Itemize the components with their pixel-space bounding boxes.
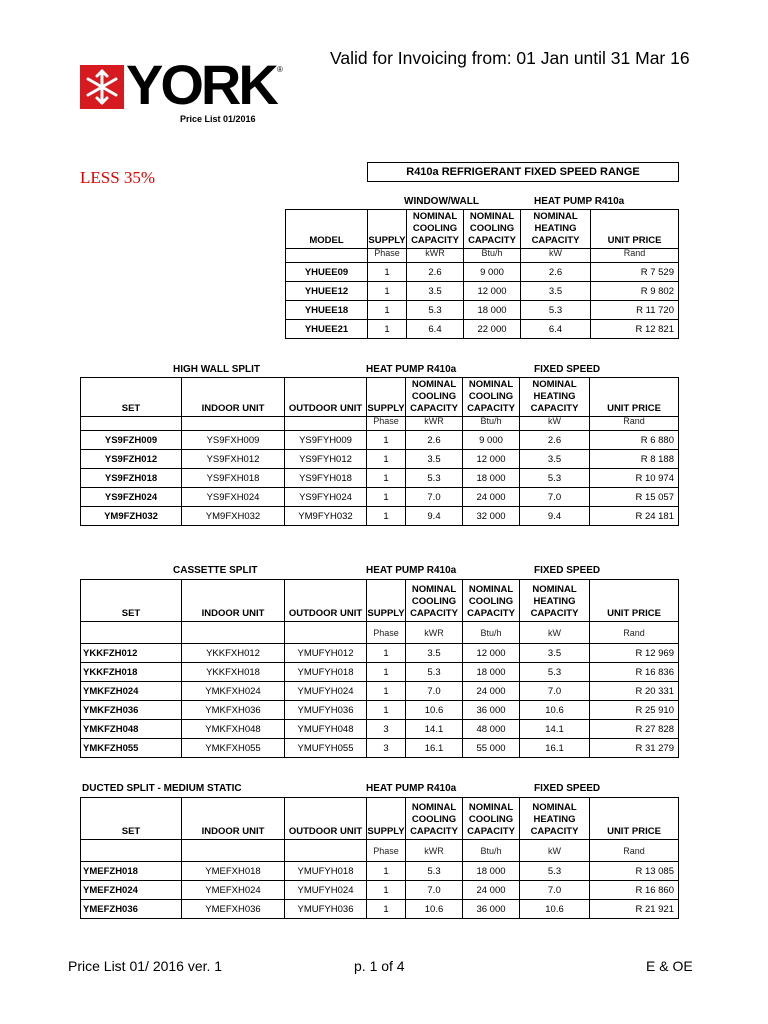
cell-supply: 1 — [368, 301, 407, 320]
high-wall-type: HEAT PUMP R410a — [366, 364, 457, 375]
cell-indoor: YMKFXH048 — [182, 720, 285, 739]
unit-phase: Phase — [368, 249, 407, 263]
cell-outdoor: YMUFYH012 — [285, 644, 367, 663]
cell-kw: 2.6 — [520, 431, 590, 450]
cell-supply: 1 — [367, 469, 406, 488]
table-row — [81, 739, 679, 758]
col-price: UNIT PRICE — [590, 378, 679, 417]
cell-set: YS9FZH024 — [81, 488, 182, 507]
cell-supply: 1 — [367, 682, 406, 701]
unit-kwr: kWR — [407, 249, 464, 263]
cell-btu: 24 000 — [463, 488, 520, 507]
cell-set: YS9FZH009 — [81, 431, 182, 450]
unit-rand: Rand — [591, 249, 679, 263]
cell-indoor: YMKFXH036 — [182, 701, 285, 720]
cell-btu: 18 000 — [463, 663, 520, 682]
cell-kwr: 16.1 — [406, 739, 463, 758]
col-outdoor: OUTDOOR UNIT — [285, 580, 367, 622]
cell-price: R 25 910 — [590, 701, 679, 720]
col-supply: SUPPLY — [368, 210, 407, 249]
table-row — [286, 263, 679, 282]
cell-kw: 3.5 — [521, 282, 591, 301]
cell-price: R 11 720 — [591, 301, 679, 320]
high-wall-speed: FIXED SPEED — [534, 364, 601, 375]
cell-price: R 20 331 — [590, 682, 679, 701]
cell-kwr: 10.6 — [406, 900, 463, 919]
snowflake-icon — [80, 65, 124, 109]
unit-btu: Btu/h — [463, 622, 520, 644]
cell-set: YKKFZH018 — [81, 663, 182, 682]
cell-price: R 10 974 — [590, 469, 679, 488]
cell-indoor: YKKFXH018 — [182, 663, 285, 682]
unit-btu: Btu/h — [463, 417, 520, 431]
unit-rand: Rand — [590, 840, 679, 862]
cell-kw: 14.1 — [520, 720, 590, 739]
cell-kwr: 3.5 — [407, 282, 464, 301]
col-heating: NOMINAL HEATING CAPACITY — [521, 210, 591, 249]
ducted-table — [80, 797, 679, 919]
window-wall-title: WINDOW/WALL — [404, 196, 479, 207]
footer-version: Price List 01/ 2016 ver. 1 — [68, 958, 223, 974]
cell-btu: 18 000 — [464, 301, 521, 320]
col-heating: NOMINAL HEATING CAPACITY — [520, 580, 590, 622]
window-wall-table — [285, 209, 679, 339]
cell-kwr: 7.0 — [406, 488, 463, 507]
cell-indoor: YMKFXH055 — [182, 739, 285, 758]
col-indoor: INDOOR UNIT — [182, 798, 285, 840]
col-cooling-kwr: NOMINAL COOLING CAPACITY — [407, 210, 464, 249]
cell-supply: 3 — [367, 739, 406, 758]
cell-supply: 1 — [368, 282, 407, 301]
unit-phase: Phase — [367, 622, 406, 644]
cell-price: R 16 860 — [590, 881, 679, 900]
logo-wordmark: YORK — [126, 53, 276, 116]
cell-outdoor: YMUFYH018 — [285, 663, 367, 682]
cell-btu: 18 000 — [463, 469, 520, 488]
cell-indoor: YS9FXH024 — [182, 488, 285, 507]
york-logo — [80, 53, 290, 116]
unit-rand: Rand — [590, 622, 679, 644]
cell-kwr: 3.5 — [406, 644, 463, 663]
cell-outdoor: YMUFYH048 — [285, 720, 367, 739]
cell-kwr: 14.1 — [406, 720, 463, 739]
col-price: UNIT PRICE — [590, 580, 679, 622]
cell-kw: 5.3 — [520, 862, 590, 881]
cell-indoor: YMEFXH018 — [182, 862, 285, 881]
col-indoor: INDOOR UNIT — [182, 378, 285, 417]
cell-kwr: 5.3 — [406, 469, 463, 488]
cell-model: YHUEE12 — [286, 282, 368, 301]
cell-supply: 1 — [367, 431, 406, 450]
unit-btu: Btu/h — [464, 249, 521, 263]
col-outdoor: OUTDOOR UNIT — [285, 378, 367, 417]
cassette-title: CASSETTE SPLIT — [173, 565, 258, 576]
cell-outdoor: YS9FYH012 — [285, 450, 367, 469]
table-row — [81, 644, 679, 663]
cell-outdoor: YS9FYH009 — [285, 431, 367, 450]
cell-btu: 18 000 — [463, 862, 520, 881]
table-row — [81, 701, 679, 720]
col-heating: NOMINAL HEATING CAPACITY — [520, 378, 590, 417]
table-row — [286, 320, 679, 339]
col-heating: NOMINAL HEATING CAPACITY — [520, 798, 590, 840]
cell-kw: 7.0 — [520, 488, 590, 507]
col-set: SET — [81, 580, 182, 622]
cell-kw: 7.0 — [520, 682, 590, 701]
cell-set: YMEFZH036 — [81, 900, 182, 919]
col-price: UNIT PRICE — [590, 798, 679, 840]
col-supply: SUPPLY — [367, 580, 406, 622]
cell-supply: 1 — [368, 263, 407, 282]
cell-outdoor: YS9FYH018 — [285, 469, 367, 488]
cell-indoor: YS9FXH012 — [182, 450, 285, 469]
cell-btu: 9 000 — [463, 431, 520, 450]
table-row — [81, 488, 679, 507]
high-wall-title: HIGH WALL SPLIT — [173, 364, 261, 375]
cell-btu: 24 000 — [463, 682, 520, 701]
cell-supply: 1 — [367, 900, 406, 919]
cell-btu: 36 000 — [463, 900, 520, 919]
cell-kw: 10.6 — [520, 701, 590, 720]
cell-price: R 12 821 — [591, 320, 679, 339]
cell-price: R 12 969 — [590, 644, 679, 663]
cell-indoor: YS9FXH018 — [182, 469, 285, 488]
cell-kwr: 5.3 — [406, 663, 463, 682]
col-outdoor: OUTDOOR UNIT — [285, 798, 367, 840]
unit-kwr: kWR — [406, 622, 463, 644]
unit-kw: kW — [521, 249, 591, 263]
table-row — [81, 469, 679, 488]
cell-btu: 22 000 — [464, 320, 521, 339]
cell-outdoor: YMUFYH036 — [285, 900, 367, 919]
table-row — [81, 682, 679, 701]
unit-kw: kW — [520, 417, 590, 431]
table-row — [81, 431, 679, 450]
cell-set: YMEFZH024 — [81, 881, 182, 900]
col-model: MODEL — [286, 210, 368, 249]
cell-kw: 3.5 — [520, 644, 590, 663]
cell-supply: 1 — [367, 701, 406, 720]
cell-btu: 12 000 — [464, 282, 521, 301]
price-list-label: Price List 01/2016 — [180, 114, 256, 124]
cassette-speed: FIXED SPEED — [534, 565, 601, 576]
cell-price: R 27 828 — [590, 720, 679, 739]
cell-outdoor: YM9FYH032 — [285, 507, 367, 526]
unit-rand: Rand — [590, 417, 679, 431]
cell-kwr: 2.6 — [406, 431, 463, 450]
col-indoor: INDOOR UNIT — [182, 580, 285, 622]
cell-outdoor: YMUFYH055 — [285, 739, 367, 758]
high-wall-table — [80, 377, 679, 526]
cell-set: YMKFZH048 — [81, 720, 182, 739]
cell-supply: 1 — [367, 507, 406, 526]
cell-supply: 1 — [367, 663, 406, 682]
cell-supply: 1 — [367, 450, 406, 469]
cell-supply: 1 — [367, 862, 406, 881]
cell-set: YM9FZH032 — [81, 507, 182, 526]
cassette-table — [80, 579, 679, 758]
cell-btu: 9 000 — [464, 263, 521, 282]
col-cooling-kwr: NOMINAL COOLING CAPACITY — [406, 378, 463, 417]
cell-indoor: YS9FXH009 — [182, 431, 285, 450]
cell-kwr: 3.5 — [406, 450, 463, 469]
cell-kw: 5.3 — [520, 663, 590, 682]
cell-kw: 9.4 — [520, 507, 590, 526]
unit-phase: Phase — [367, 840, 406, 862]
cell-price: R 8 188 — [590, 450, 679, 469]
cell-kw: 3.5 — [520, 450, 590, 469]
cell-price: R 15 057 — [590, 488, 679, 507]
cell-kw: 5.3 — [520, 469, 590, 488]
cell-kw: 16.1 — [520, 739, 590, 758]
cell-price: R 13 085 — [590, 862, 679, 881]
col-supply: SUPPLY — [367, 378, 406, 417]
cell-indoor: YKKFXH012 — [182, 644, 285, 663]
cell-model: YHUEE21 — [286, 320, 368, 339]
cell-outdoor: YS9FYH024 — [285, 488, 367, 507]
cell-btu: 32 000 — [463, 507, 520, 526]
cell-kwr: 2.6 — [407, 263, 464, 282]
cell-kw: 5.3 — [521, 301, 591, 320]
cell-kwr: 7.0 — [406, 682, 463, 701]
cell-model: YHUEE09 — [286, 263, 368, 282]
footer-eoe: E & OE — [646, 958, 693, 974]
unit-btu: Btu/h — [463, 840, 520, 862]
cell-indoor: YMEFXH036 — [182, 900, 285, 919]
cell-price: R 7 529 — [591, 263, 679, 282]
cell-btu: 36 000 — [463, 701, 520, 720]
cell-btu: 12 000 — [463, 450, 520, 469]
cell-price: R 24 181 — [590, 507, 679, 526]
cell-outdoor: YMUFYH024 — [285, 682, 367, 701]
cassette-type: HEAT PUMP R410a — [366, 565, 457, 576]
cell-outdoor: YMUFYH036 — [285, 701, 367, 720]
cell-indoor: YM9FXH032 — [182, 507, 285, 526]
table-row — [81, 862, 679, 881]
cell-btu: 55 000 — [463, 739, 520, 758]
col-cooling-kwr: NOMINAL COOLING CAPACITY — [406, 798, 463, 840]
ducted-title: DUCTED SPLIT - MEDIUM STATIC — [82, 783, 242, 794]
table-row — [81, 900, 679, 919]
cell-supply: 1 — [367, 488, 406, 507]
cell-btu: 48 000 — [463, 720, 520, 739]
cell-kw: 2.6 — [521, 263, 591, 282]
col-cooling-kwr: NOMINAL COOLING CAPACITY — [406, 580, 463, 622]
cell-model: YHUEE18 — [286, 301, 368, 320]
cell-price: R 6 880 — [590, 431, 679, 450]
table-row — [81, 881, 679, 900]
cell-indoor: YMKFXH024 — [182, 682, 285, 701]
cell-set: YS9FZH012 — [81, 450, 182, 469]
cell-kwr: 6.4 — [407, 320, 464, 339]
cell-kwr: 5.3 — [407, 301, 464, 320]
cell-price: R 21 921 — [590, 900, 679, 919]
cell-supply: 1 — [368, 320, 407, 339]
cell-kw: 7.0 — [520, 881, 590, 900]
cell-btu: 24 000 — [463, 881, 520, 900]
unit-kwr: kWR — [406, 840, 463, 862]
cell-set: YKKFZH012 — [81, 644, 182, 663]
col-cooling-btu: NOMINAL COOLING CAPACITY — [463, 378, 520, 417]
range-title: R410a REFRIGERANT FIXED SPEED RANGE — [367, 162, 679, 182]
col-supply: SUPPLY — [367, 798, 406, 840]
cell-outdoor: YMUFYH018 — [285, 862, 367, 881]
table-row — [286, 301, 679, 320]
cell-outdoor: YMUFYH024 — [285, 881, 367, 900]
window-wall-type: HEAT PUMP R410a — [534, 196, 625, 207]
table-row — [81, 450, 679, 469]
unit-kwr: kWR — [406, 417, 463, 431]
cell-btu: 12 000 — [463, 644, 520, 663]
table-row — [81, 507, 679, 526]
cell-indoor: YMEFXH024 — [182, 881, 285, 900]
col-cooling-btu: NOMINAL COOLING CAPACITY — [463, 798, 520, 840]
cell-set: YMKFZH055 — [81, 739, 182, 758]
cell-kw: 6.4 — [521, 320, 591, 339]
registered-mark: ® — [277, 65, 283, 74]
table-row — [286, 282, 679, 301]
cell-set: YS9FZH018 — [81, 469, 182, 488]
cell-set: YMKFZH036 — [81, 701, 182, 720]
cell-price: R 16 836 — [590, 663, 679, 682]
cell-kw: 10.6 — [520, 900, 590, 919]
col-set: SET — [81, 378, 182, 417]
ducted-type: HEAT PUMP R410a — [366, 783, 457, 794]
cell-supply: 3 — [367, 720, 406, 739]
col-price: UNIT PRICE — [591, 210, 679, 249]
table-row — [81, 663, 679, 682]
ducted-speed: FIXED SPEED — [534, 783, 601, 794]
cell-set: YMKFZH024 — [81, 682, 182, 701]
discount-label: LESS 35% — [80, 168, 156, 187]
cell-price: R 31 279 — [590, 739, 679, 758]
validity-text: Valid for Invoicing from: 01 Jan until 31 Mar 16 — [330, 48, 690, 68]
cell-kwr: 7.0 — [406, 881, 463, 900]
unit-kw: kW — [520, 840, 590, 862]
cell-kwr: 5.3 — [406, 862, 463, 881]
table-row — [81, 720, 679, 739]
cell-price: R 9 802 — [591, 282, 679, 301]
footer-page: p. 1 of 4 — [354, 958, 405, 974]
col-cooling-btu: NOMINAL COOLING CAPACITY — [464, 210, 521, 249]
unit-kw: kW — [520, 622, 590, 644]
cell-kwr: 9.4 — [406, 507, 463, 526]
cell-supply: 1 — [367, 881, 406, 900]
cell-kwr: 10.6 — [406, 701, 463, 720]
cell-supply: 1 — [367, 644, 406, 663]
col-set: SET — [81, 798, 182, 840]
cell-set: YMEFZH018 — [81, 862, 182, 881]
unit-phase: Phase — [367, 417, 406, 431]
col-cooling-btu: NOMINAL COOLING CAPACITY — [463, 580, 520, 622]
